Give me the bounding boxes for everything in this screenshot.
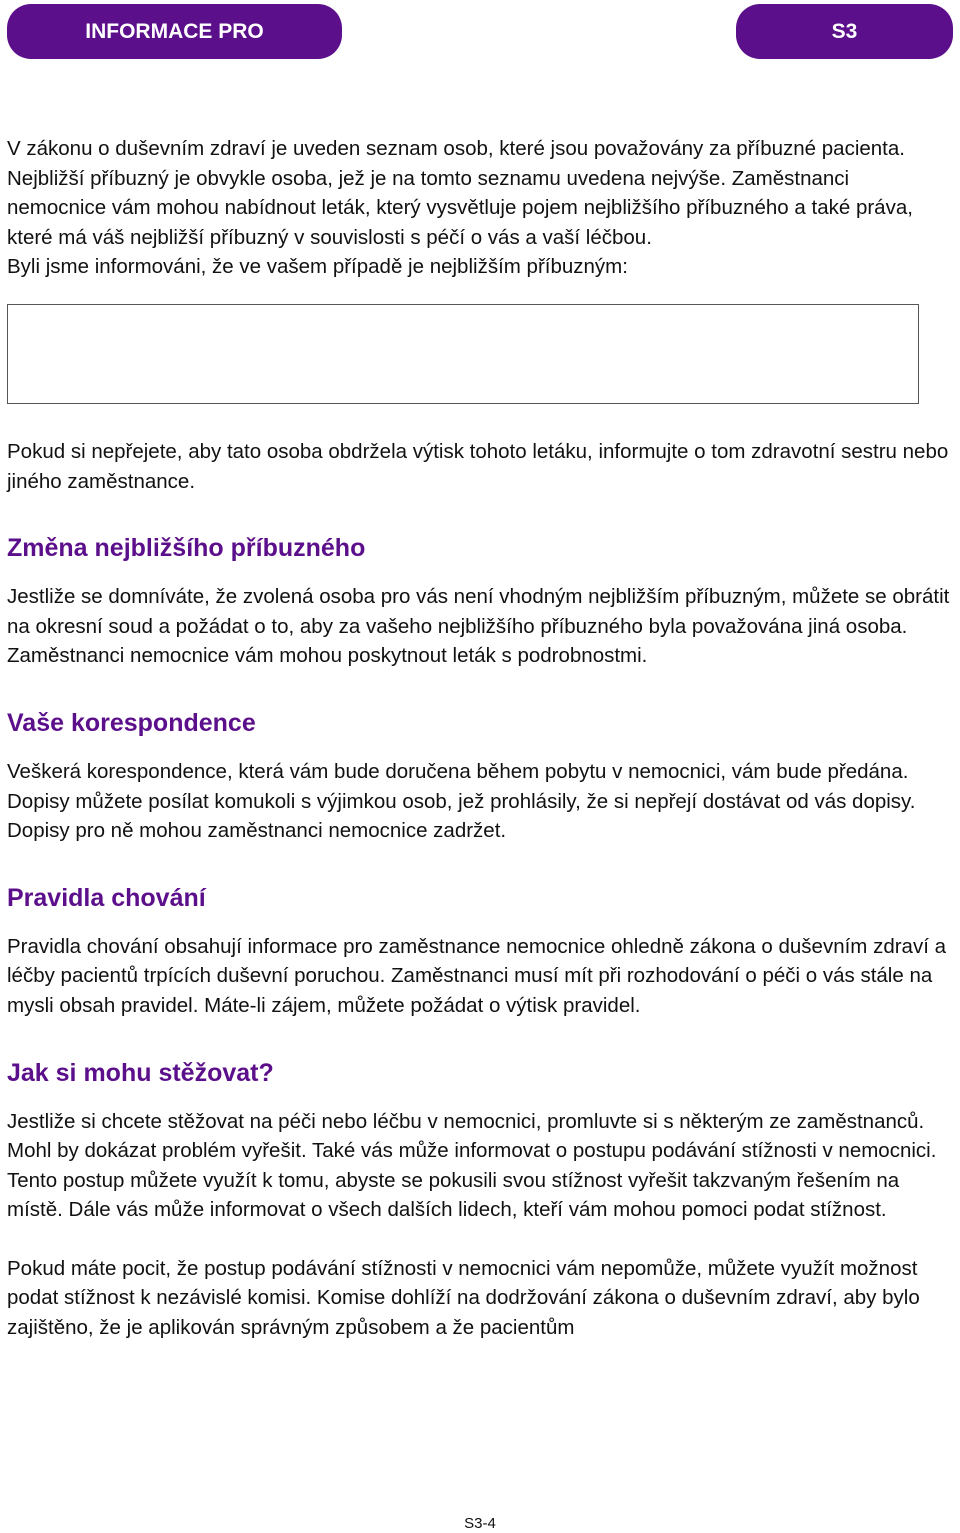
- section-paragraph: Jestliže si chcete stěžovat na péči nebo léčbu v nemocnici, promluvte si s některým ze zaměstnanců. Mohl by dokázat problém vyřešit. Také vás může informovat o postupu podávání stížnosti v nemocnici. Tento postup můžete využít k tomu, abyste se pokusili svou stížnost vyřešit takzvaným řešením na místě. Dále vás může informovat o všech dalších lidech, kteří vám mohou pomoci podat stížnost.: [7, 1109, 937, 1222]
- section-heading-complaints: Jak si mohu stěžovat?: [7, 1058, 274, 1087]
- section-paragraph: Pravidla chování obsahují informace pro zaměstnance nemocnice ohledně zákona o duševním zdraví a léčby pacientů trpících duševní poruchou. Zaměstnanci musí mít při rozhodování o péči o vás stále na mysli obsah pravidel. Máte-li zájem, můžete požádat o výtisk pravidel.: [7, 934, 946, 1017]
- header-left-label: INFORMACE PRO: [85, 19, 264, 43]
- next-of-kin-name-box: [7, 304, 919, 404]
- section-paragraph: Veškerá korespondence, která vám bude doručena během pobytu v nemocnici, vám bude předána. Dopisy můžete posílat komukoli s výjimkou osob, jež prohlásily, že si nepřejí dostávat od vás dopisy. Dopisy pro ně mohou zaměstnanci nemocnice zadržet.: [7, 759, 916, 843]
- section-paragraph: Zaměstnanci nemocnice vám mohou poskytnout leták s podrobnostmi.: [7, 644, 648, 668]
- header-pill-right: [736, 4, 953, 59]
- opt-out-paragraph: Pokud si nepřejete, aby tato osoba obdržela výtisk tohoto letáku, informujte o tom zdravotní sestru nebo jiného zaměstnance.: [7, 439, 949, 493]
- section-paragraph: Pokud máte pocit, že postup podávání stížnosti v nemocnici vám nepomůže, můžete využít možnost podat stížnost k nezávislé komisi. Komise dohlíží na dodržování zákona o duševním zdraví, aby bylo zajištěno, že je aplikován správným způsobem a že pacientům: [7, 1256, 920, 1340]
- header-pill-left: [7, 4, 342, 59]
- page-number: S3-4: [464, 1515, 496, 1532]
- section-heading-code-of-practice: Pravidla chování: [7, 883, 206, 912]
- section-heading-correspondence: Vaše korespondence: [7, 708, 256, 737]
- next-of-kin-prompt: Byli jsme informováni, že ve vašem případě je nejbližším příbuzným:: [7, 255, 628, 279]
- header-right-label: S3: [831, 19, 858, 43]
- document-body: [7, 134, 952, 1343]
- section-heading-change-next-of-kin: Změna nejbližšího příbuzného: [7, 534, 366, 563]
- section-paragraph: Jestliže se domníváte, že zvolená osoba pro vás není vhodným nejbližším příbuzným, můžete se obrátit na okresní soud a požádat o to, aby za vašeho nejbližšího příbuzného byla považována jiná osoba.: [7, 585, 950, 638]
- intro-paragraph: V zákonu o duševním zdraví je uveden seznam osob, které jsou považovány za příbuzné pacienta. Nejbližší příbuzný je obvykle osoba, jež je na tomto seznamu uvedena nejvýše. Zaměstnanci nemocnice vám mohou nabídnout leták, který vysvětluje pojem nejbližšího příbuzného a také práva, které má váš nejbližší příbuzný v souvislosti s péčí o vás a vaší léčbou.: [7, 137, 913, 249]
